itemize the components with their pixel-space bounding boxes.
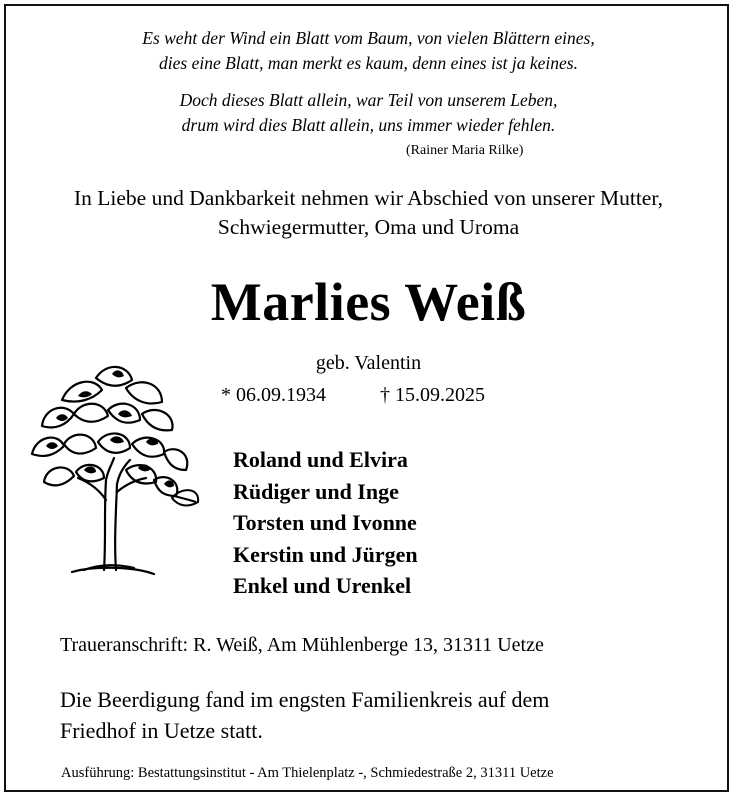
- deceased-name: Marlies Weiß: [210, 272, 527, 332]
- mourner-name: Kerstin und Jürgen: [233, 541, 418, 567]
- death-date: † 15.09.2025: [380, 384, 485, 406]
- intro-line-1: In Liebe und Dankbarkeit nehmen wir Abschied von unserer Mutter,: [73, 186, 664, 210]
- mourner-name: Enkel und Urenkel: [233, 573, 412, 598]
- mourner-name: Torsten und Ivonne: [233, 510, 417, 535]
- burial-note-line-1: Die Beerdigung fand im engsten Familienkreis auf dem: [60, 687, 550, 712]
- mourners-list: [233, 444, 418, 602]
- intro-line-2: Schwiegermutter, Oma und Uroma: [217, 215, 520, 239]
- funeral-home-credit: Ausführung: Bestattungsinstitut - Am Thielenplatz -, Schmiedestraße 2, 31311 Uetze: [61, 765, 554, 781]
- mourner-name: Roland und Elvira: [233, 447, 408, 472]
- birth-name: geb. Valentin: [315, 352, 422, 374]
- burial-note-line-2: Friedhof in Uetze statt.: [60, 718, 263, 743]
- poem-line-2: dies eine Blatt, man merkt es kaum, denn eines ist ja keines.: [159, 53, 578, 73]
- poem-line-4: drum wird dies Blatt allein, uns immer wieder fehlen.: [181, 115, 556, 135]
- poem-line-3: Doch dieses Blatt allein, war Teil von unserem Leben,: [179, 90, 558, 110]
- poem-author: (Rainer Maria Rilke): [406, 143, 524, 158]
- mourner-name: Rüdiger und Inge: [233, 478, 399, 504]
- tree-with-falling-leaf-icon: [22, 360, 202, 580]
- condolence-address: Traueranschrift: R. Weiß, Am Mühlenberge 13, 31311 Uetze: [60, 634, 544, 656]
- poem-line-1: Es weht der Wind ein Blatt vom Baum, von vielen Blättern eines,: [142, 28, 595, 48]
- birth-date: * 06.09.1934: [221, 384, 326, 406]
